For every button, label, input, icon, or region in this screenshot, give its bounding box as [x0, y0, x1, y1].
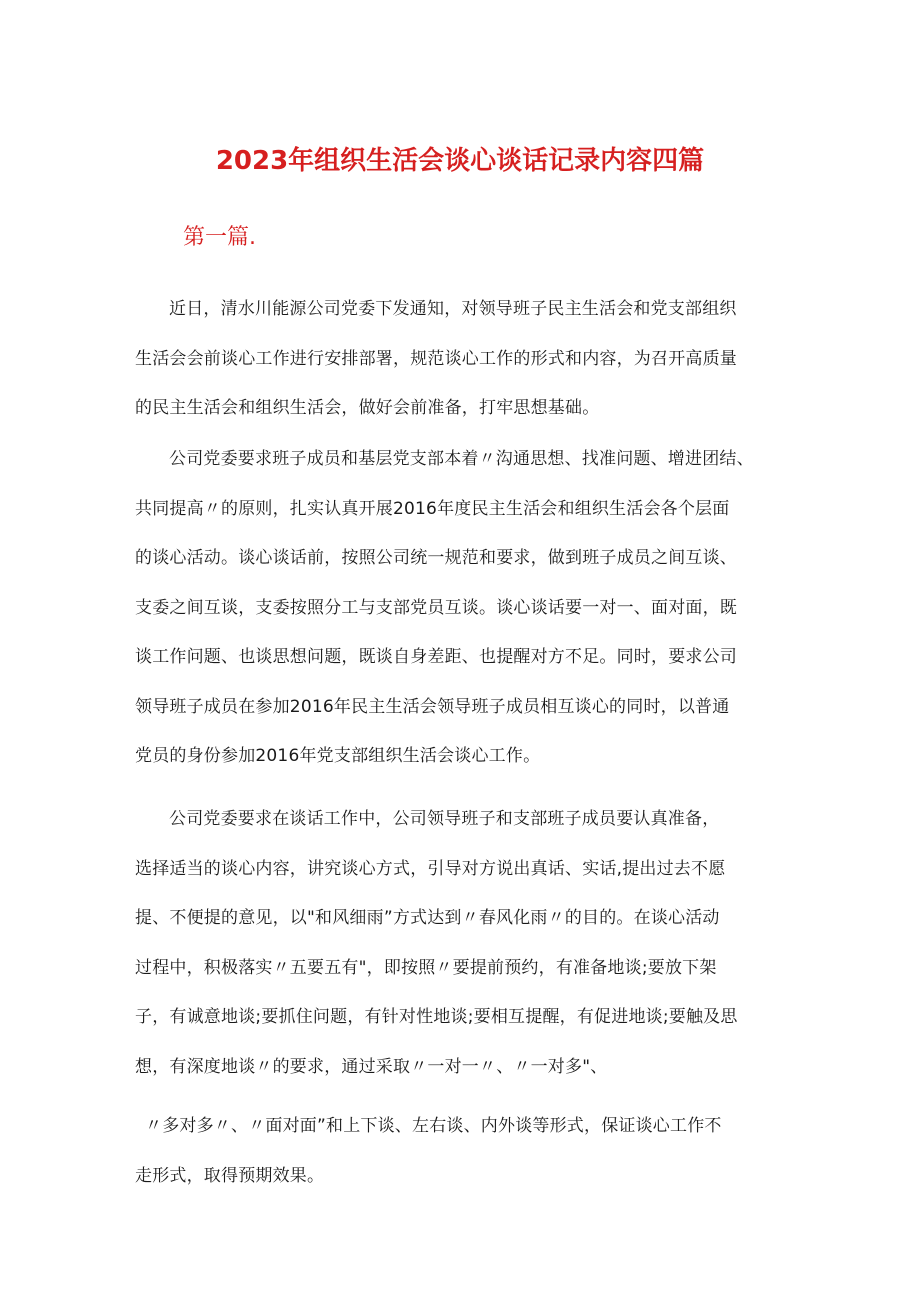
paragraph-1 — [135, 285, 795, 434]
paragraph-line: 〃多对多〃、〃面对面”和上下谈、左右谈、内外谈等形式，保证谈心工作不 — [145, 1116, 722, 1136]
paragraph-line: 想，有深度地谈〃的要求，通过采取〃一对一〃、〃一对多"、 — [135, 1056, 608, 1077]
paragraph-line: 子，有诚意地谈;要抓住问题，有针对性地谈;要相互提醒，有促进地谈;要触及思 — [135, 1007, 738, 1027]
paragraph-line: 过程中，积极落实〃五要五有"，即按照〃要提前预约，有准备地谈;要放下架 — [135, 957, 717, 978]
paragraph-3 — [135, 795, 800, 1092]
paragraph-line: 谈工作问题、也谈思想问题，既谈自身差距、也提醒对方不足。同时，要求公司 — [135, 647, 737, 667]
paragraph-line: 公司党委要求班子成员和基层党支部本着〃沟通思想、找准问题、增进团结、 — [169, 449, 754, 469]
paragraph-line: 的谈心活动。谈心谈话前，按照公司统一规范和要求，做到班子成员之间互谈、 — [135, 548, 737, 568]
paragraph-line: 公司党委要求在谈话工作中，公司领导班子和支部班子成员要认真准备， — [169, 809, 720, 829]
paragraph-line: 党员的身份参加2016年党支部组织生活会谈心工作。 — [135, 746, 541, 766]
paragraph-line: 提、不便提的意见，以"和风细雨”方式达到〃春风化雨〃的目的。在谈心活动 — [135, 908, 720, 928]
paragraph-line: 共同提高〃的原则，扎实认真开展2016年度民主生活会和组织生活会各个层面 — [135, 498, 730, 519]
paragraph-line: 选择适当的谈心内容，讲究谈心方式，引导对方说出真话、实话,提出过去不愿 — [135, 858, 726, 879]
paragraph-4 — [135, 1102, 800, 1201]
section-heading: 第一篇. — [183, 225, 256, 250]
paragraph-line: 支委之间互谈，支委按照分工与支部党员互谈。谈心谈话要一对一、面对面，既 — [135, 597, 737, 618]
paragraph-line: 领导班子成员在参加2016年民主生活会领导班子成员相互谈心的同时，以普通 — [135, 696, 730, 717]
paragraph-line: 的民主生活会和组织生活会，做好会前准备，打牢思想基础。 — [135, 398, 600, 418]
paragraph-line: 生活会会前谈心工作进行安排部署，规范谈心工作的形式和内容，为召开高质量 — [135, 348, 737, 369]
paragraph-line: 近日，清水川能源公司党委下发通知，对领导班子民主生活会和党支部组织 — [169, 299, 737, 319]
document-title: 2023年组织生活会谈心谈话记录内容四篇 — [215, 146, 705, 176]
paragraph-line: 走形式，取得预期效果。 — [135, 1165, 325, 1186]
paragraph-2 — [135, 435, 800, 782]
